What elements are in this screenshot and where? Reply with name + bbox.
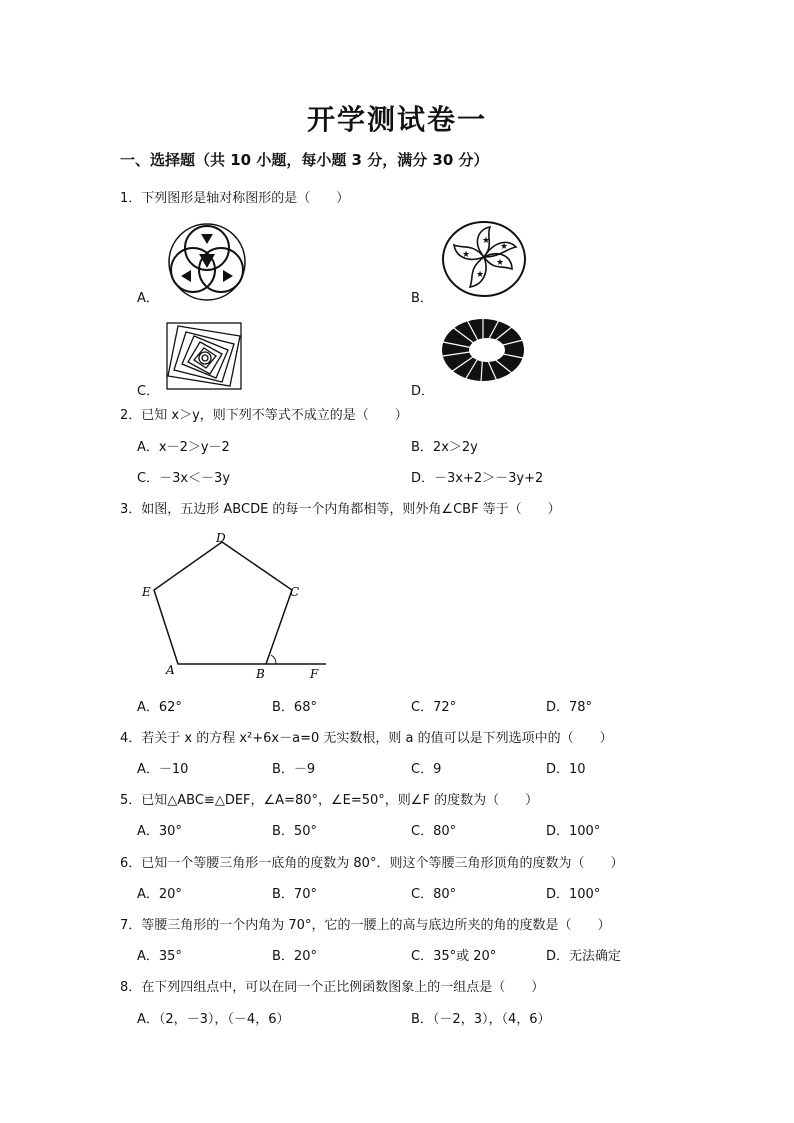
q7-option-c: C．35°或 20°: [411, 949, 497, 964]
q2-option-b: B．2x＞2y: [411, 440, 478, 455]
q1-spiral-squares-figure: [166, 322, 242, 390]
q1-sunburst-ring-figure: [441, 318, 525, 382]
q1-bauhinia-figure: [442, 221, 526, 297]
q6-option-b: B．70°: [272, 887, 317, 902]
q4-option-b: B．－9: [272, 762, 316, 777]
q1-option-c-label: C．: [137, 384, 160, 399]
vertex-label-c: C: [290, 585, 300, 599]
page-title: 开学测试卷一: [306, 103, 487, 136]
q7-option-a: A．35°: [137, 949, 182, 964]
q5-option-b: B．50°: [272, 824, 317, 839]
q5-option-a: A．30°: [137, 824, 182, 839]
q6-option-c: C．80°: [411, 887, 457, 902]
q3-option-b: B．68°: [272, 700, 317, 715]
q1-option-b-label: B．: [411, 291, 433, 306]
q7-option-b: B．20°: [272, 949, 317, 964]
q2-option-a: A．x－2＞y－2: [137, 440, 230, 455]
q3-option-c: C．72°: [411, 700, 457, 715]
vertex-label-a: A: [166, 663, 175, 677]
q2-option-c: C．－3x＜－3y: [137, 471, 231, 486]
svg-text:★: ★: [462, 250, 471, 260]
svg-text:★: ★: [500, 242, 509, 252]
q3-option-a: A．62°: [137, 700, 182, 715]
q4-option-c: C．9: [411, 762, 442, 777]
q5-option-c: C．80°: [411, 824, 457, 839]
svg-text:★: ★: [496, 258, 505, 268]
q7-option-d: D．无法确定: [546, 949, 622, 964]
section-heading: 一、选择题（共 10 小题，每小题 3 分，满分 30 分）: [120, 151, 489, 169]
question-8-stem: 8．在下列四组点中，可以在同一个正比例函数图象上的一组点是（ ）: [120, 980, 545, 995]
q8-option-b: B．（－2，3），（4，6）: [411, 1012, 551, 1027]
vertex-label-d: D: [216, 531, 226, 545]
q6-option-d: D．100°: [546, 887, 601, 902]
q6-option-a: A．20°: [137, 887, 182, 902]
vertex-label-e: E: [142, 585, 151, 599]
q4-option-d: D．10: [546, 762, 586, 777]
q5-option-d: D．100°: [546, 824, 601, 839]
svg-text:★: ★: [482, 236, 491, 246]
exterior-angle-arc: [271, 655, 276, 664]
question-1-stem: 1．下列图形是轴对称图形的是（ ）: [120, 191, 350, 206]
pentagon-shape: [154, 542, 292, 664]
question-2-stem: 2．已知 x＞y，则下列不等式不成立的是（ ）: [120, 408, 408, 423]
question-5-stem: 5．已知△ABC≌△DEF，∠A=80°，∠E=50°，则∠F 的度数为（ ）: [120, 793, 539, 808]
vertex-label-f: F: [310, 667, 319, 681]
q1-option-a-label: A．: [137, 291, 159, 306]
vertex-label-b: B: [256, 667, 265, 681]
question-4-stem: 4．若关于 x 的方程 x²+6x－a=0 无实数根，则 a 的值可以是下列选项中的（ ）: [120, 731, 613, 746]
q3-pentagon-figure: [140, 528, 340, 688]
question-7-stem: 7．等腰三角形的一个内角为 70°，它的一腰上的高与底边所夹的角的度数是（ ）: [120, 918, 611, 933]
q1-triquetra-figure: [165, 220, 249, 300]
q8-option-a: A．（2，－3），（－4，6）: [137, 1012, 290, 1027]
svg-text:★: ★: [476, 270, 485, 280]
q3-option-d: D．78°: [546, 700, 593, 715]
q2-option-d: D．－3x+2＞－3y+2: [411, 471, 544, 486]
question-6-stem: 6．已知一个等腰三角形一底角的度数为 80°．则这个等腰三角形顶角的度数为（ ）: [120, 856, 624, 871]
q1-option-d-label: D．: [411, 384, 435, 399]
q4-option-a: A．－10: [137, 762, 189, 777]
question-3-stem: 3．如图，五边形 ABCDE 的每一个内角都相等，则外角∠CBF 等于（ ）: [120, 502, 561, 517]
